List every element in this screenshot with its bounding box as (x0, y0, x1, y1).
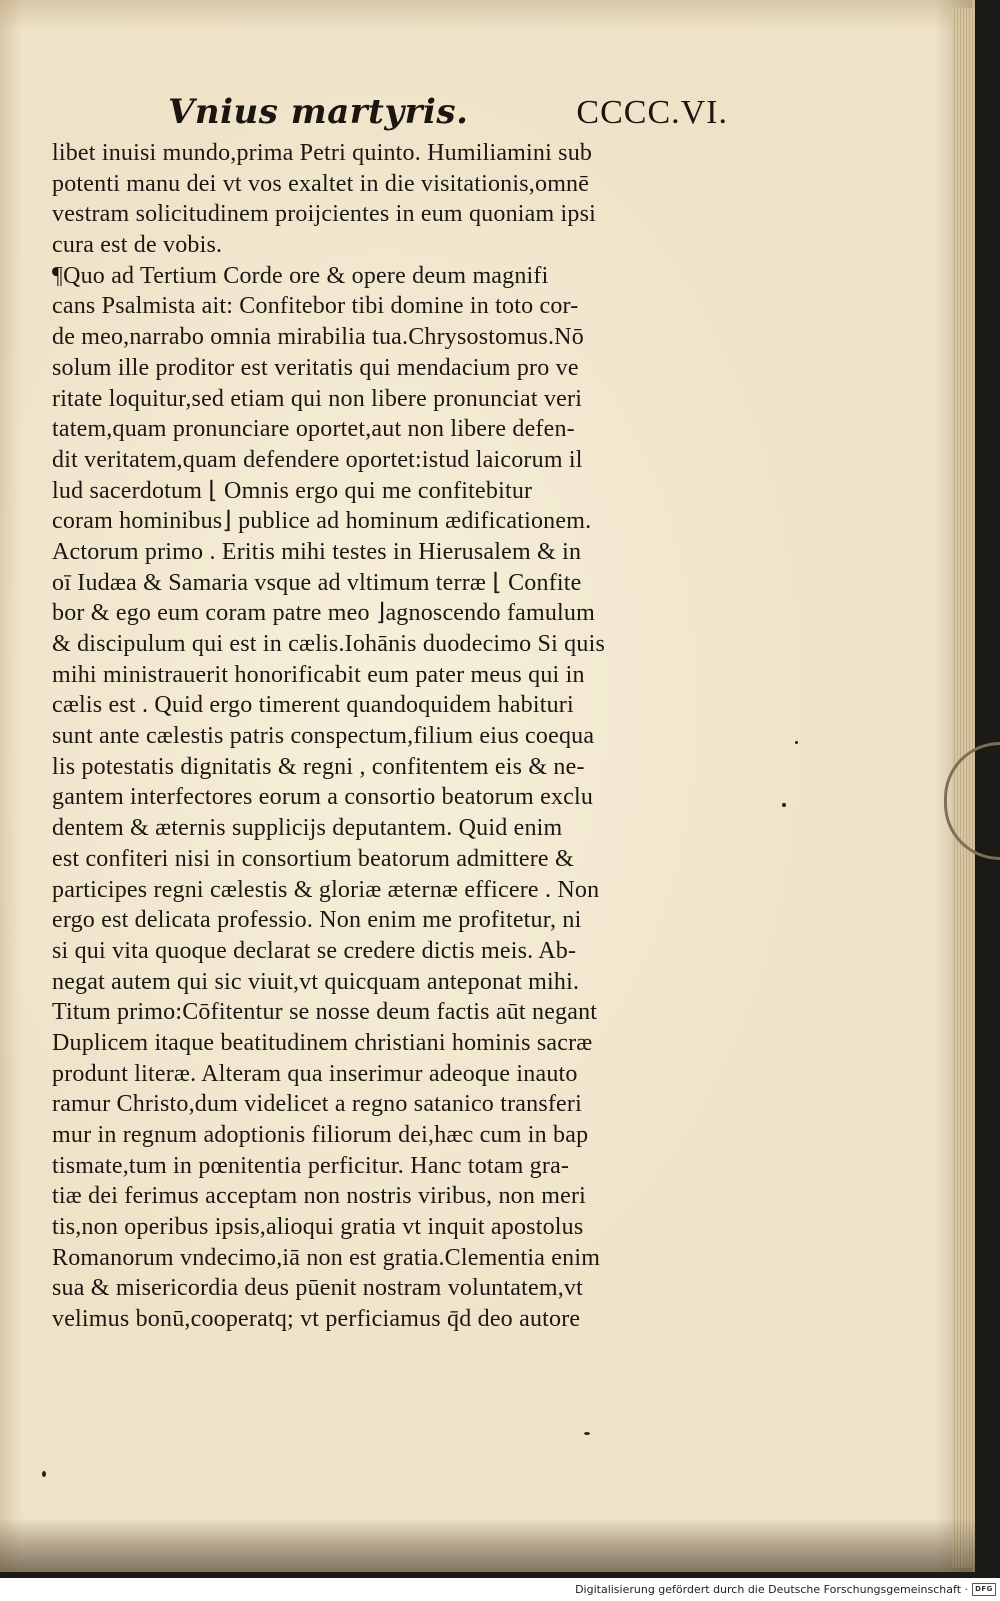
page-header (168, 92, 728, 138)
text-line: Duplicem itaque beatitudinem christiani hominis sacræ (52, 1029, 593, 1056)
text-line: ergo est delicata professio. Non enim me profitetur, ni (52, 907, 582, 934)
ink-speck (782, 803, 786, 807)
text-line: Titum primo:Cōfitentur se nosse deum factis aūt negant (52, 999, 598, 1026)
text-line: lis potestatis dignitatis & regni , confitentem eis & ne- (52, 753, 585, 780)
text-line: tiæ dei ferimus acceptam non nostris viribus, non meri (52, 1183, 587, 1210)
text-line: coram hominibus⌋ publice ad hominum ædificationem. (52, 508, 592, 535)
text-line: est confiteri nisi in consortium beatorum admittere & (52, 845, 574, 872)
text-line: sua & misericordia deus pūenit nostram voluntatem,vt (52, 1275, 583, 1302)
digitization-notice: Digitalisierung gefördert durch die Deutsche Forschungsgemeinschaft · (575, 1583, 968, 1596)
text-line: ramur Christo,dum videlicet a regno satanico transferi (52, 1091, 582, 1118)
text-line: cans Psalmista ait: Confitebor tibi domine in toto cor- (52, 293, 579, 320)
text-line: solum ille proditor est veritatis qui mendacium pro ve (52, 354, 579, 381)
text-line: tismate,tum in pœnitentia perficitur. Hanc totam gra- (52, 1152, 570, 1179)
ink-speck (42, 1471, 46, 1477)
digitization-footer (0, 1578, 1000, 1601)
text-line: sunt ante cælestis patris conspectum,filium eius coequa (52, 723, 595, 750)
text-line: mihi ministrauerit honorificabit eum pater meus qui in (52, 661, 585, 688)
text-line: oī Iudæa & Samaria vsque ad vltimum terræ ⌊ Confite (52, 569, 582, 596)
text-line: negat autem qui sic viuit,vt quicquam anteponat mihi. (52, 968, 580, 995)
text-line: mur in regnum adoptionis filiorum dei,hæc cum in bap (52, 1122, 589, 1148)
text-line: gantem interfectores eorum a consortio beatorum exclu (52, 784, 594, 811)
text-line: velimus bonū,cooperatq; vt perficiamus q̄d deo autore (52, 1306, 581, 1333)
text-line: dit veritatem,quam defendere oportet:istud laicorum il (52, 446, 583, 473)
text-line: cura est de vobis. (52, 232, 223, 259)
text-line: si qui vita quoque declarat se credere dictis meis. Ab- (52, 937, 577, 964)
ink-speck (795, 741, 798, 744)
text-line: tis,non operibus ipsis,alioqui gratia vt inquit apostolus (52, 1214, 584, 1241)
text-line: potenti manu dei vt vos exaltet in die visitationis,omnē (52, 170, 590, 197)
text-line: libet inuisi mundo,prima Petri quinto. Humiliamini sub (52, 140, 593, 166)
text-line: Romanorum vndecimo,iā non est gratia.Clementia enim (52, 1244, 601, 1271)
body-text (52, 138, 752, 1335)
ink-speck (584, 1432, 590, 1435)
text-line: de meo,narrabo omnia mirabilia tua.Chrysostomus.Nō (52, 324, 584, 351)
text-line: participes regni cælestis & gloriæ æternæ efficere . Non (52, 876, 600, 903)
text-line: vestram solicitudinem proijcientes in eum quoniam ipsi (52, 201, 597, 228)
text-line: lud sacerdotum ⌊ Omnis ergo qui me confitebitur (52, 477, 533, 504)
folio-number: CCCC.VI. (576, 94, 728, 131)
page-bottom-shadow (0, 1518, 975, 1572)
text-line: Actorum primo . Eritis mihi testes in Hierusalem & in (52, 538, 582, 565)
text-line: dentem & æternis supplicijs deputantem. Quid enim (52, 815, 563, 842)
dfg-logo: DFG (972, 1583, 996, 1596)
text-line: tatem,quam pronunciare oportet,aut non libere defen- (52, 416, 575, 443)
text-line: ritate loquitur,sed etiam qui non libere pronunciat veri (52, 385, 583, 412)
text-line: produnt literæ. Alteram qua inserimur adeoque inauto (52, 1060, 578, 1087)
text-line: ¶Quo ad Tertium Corde ore & opere deum magnifi (52, 262, 549, 289)
text-line: bor & ego eum coram patre meo ⌋agnoscendo famulum (52, 600, 595, 627)
text-line: cælis est . Quid ergo timerent quandoquidem habituri (52, 692, 574, 719)
running-head: Vnius martyris. (168, 92, 469, 132)
text-line: & discipulum qui est in cælis.Iohānis duodecimo Si quis (52, 631, 605, 657)
